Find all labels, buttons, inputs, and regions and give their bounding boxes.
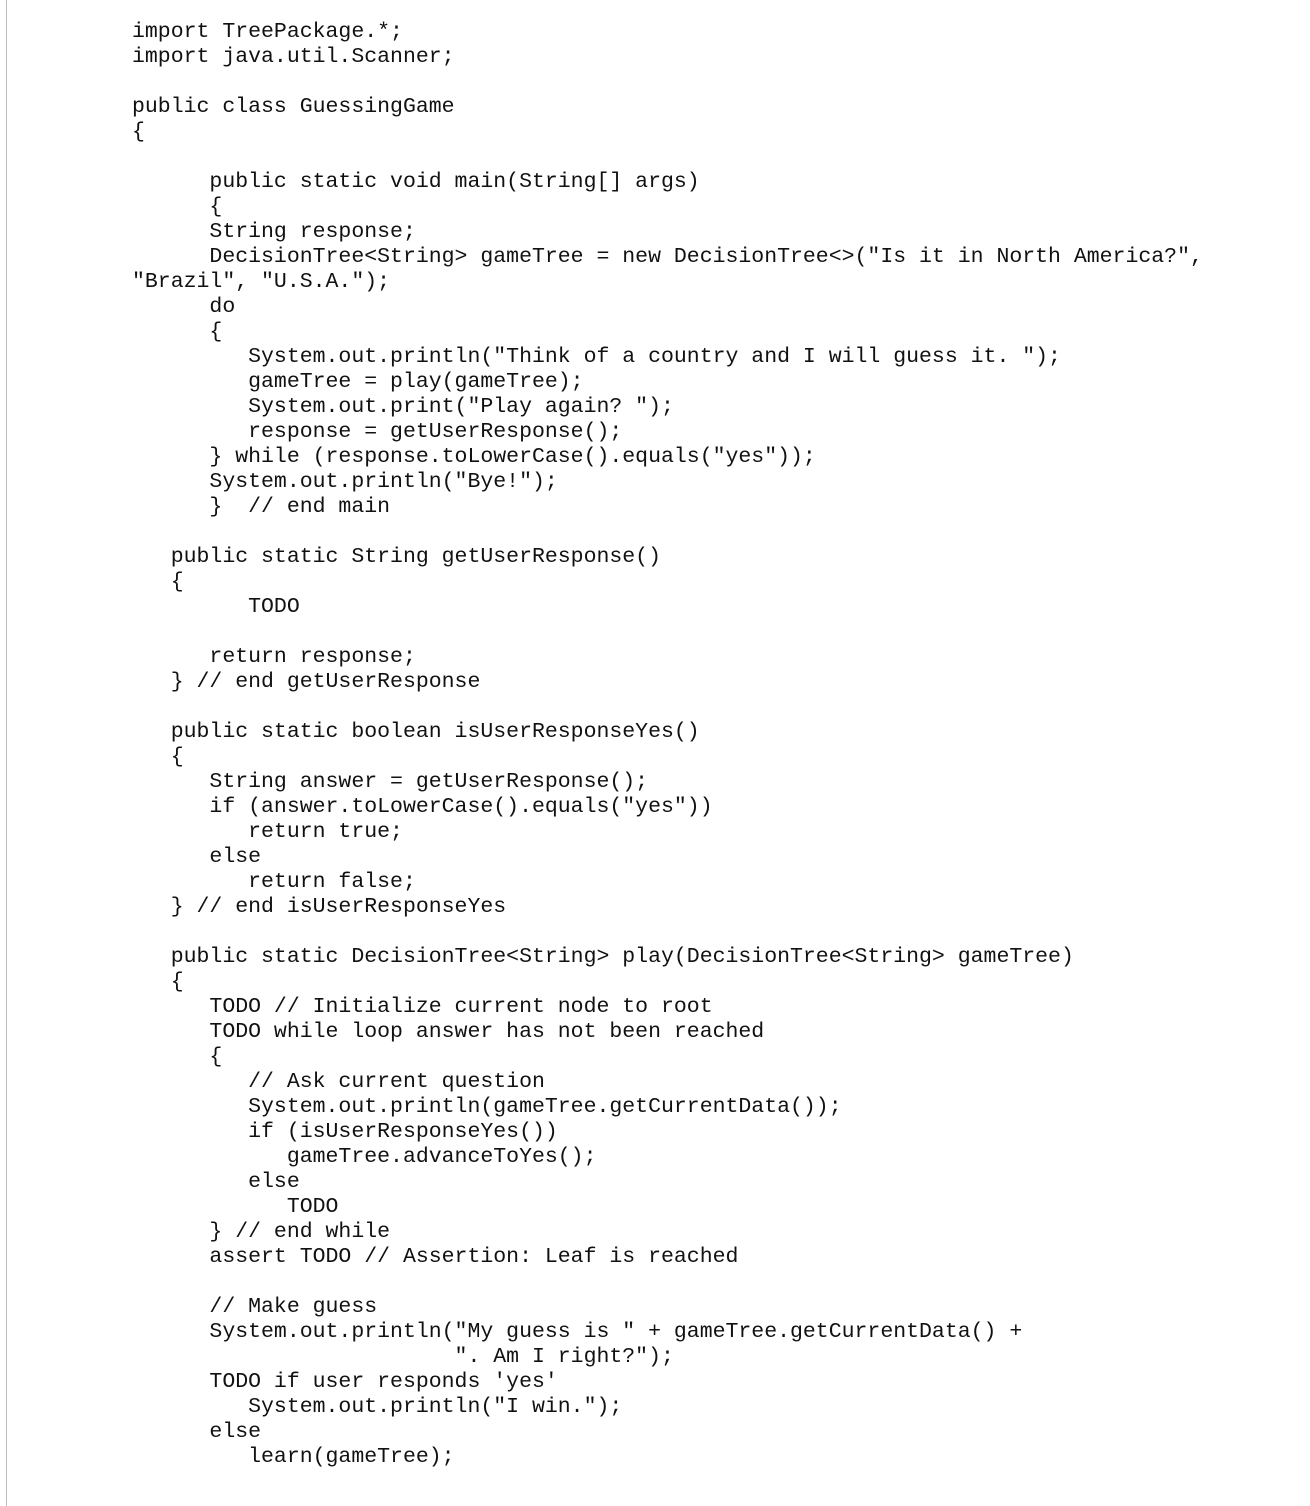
code-line xyxy=(132,1270,1292,1295)
code-line: assert TODO // Assertion: Leaf is reached xyxy=(132,1245,739,1269)
code-line: } // end main xyxy=(132,495,391,519)
code-line: String response; xyxy=(132,220,416,244)
code-line: TODO xyxy=(132,1195,339,1219)
code-line: public static DecisionTree<String> play(DecisionTree<String> gameTree) xyxy=(132,945,1074,969)
code-line: "Brazil", "U.S.A."); xyxy=(132,270,391,294)
code-line: public static boolean isUserResponseYes() xyxy=(132,720,700,744)
code-line xyxy=(132,920,1292,945)
code-line: { xyxy=(132,970,184,994)
code-line: { xyxy=(132,1045,223,1069)
code-line xyxy=(132,520,1292,545)
code-line: public static String getUserResponse() xyxy=(132,545,661,569)
code-line: // Ask current question xyxy=(132,1070,545,1094)
code-line: gameTree = play(gameTree); xyxy=(132,370,584,394)
code-line xyxy=(132,70,1292,95)
code-line: System.out.println("Bye!"); xyxy=(132,470,558,494)
code-line: TODO xyxy=(132,595,300,619)
code-line: if (answer.toLowerCase().equals("yes")) xyxy=(132,795,713,819)
code-line: { xyxy=(132,195,223,219)
code-line: { xyxy=(132,570,184,594)
code-line: // Make guess xyxy=(132,1295,378,1319)
code-line: TODO while loop answer has not been reached xyxy=(132,1020,765,1044)
code-line: System.out.println("I win."); xyxy=(132,1395,623,1419)
code-line: public static void main(String[] args) xyxy=(132,170,700,194)
code-line: String answer = getUserResponse(); xyxy=(132,770,649,794)
code-line: System.out.print("Play again? "); xyxy=(132,395,674,419)
code-line: System.out.println("My guess is " + gameTree.getCurrentData() + xyxy=(132,1320,1023,1344)
code-line xyxy=(132,695,1292,720)
code-line: import java.util.Scanner; xyxy=(132,45,455,69)
code-document xyxy=(132,20,1292,1470)
code-line: else xyxy=(132,1170,300,1194)
page-left-border xyxy=(6,0,7,1506)
code-line: } // end while xyxy=(132,1220,391,1244)
code-line: do xyxy=(132,295,236,319)
code-line: TODO if user responds 'yes' xyxy=(132,1370,558,1394)
code-line: learn(gameTree); xyxy=(132,1445,455,1469)
code-line: } // end isUserResponseYes xyxy=(132,895,507,919)
code-line: TODO // Initialize current node to root xyxy=(132,995,713,1019)
code-line: else xyxy=(132,845,262,869)
code-line: return true; xyxy=(132,820,403,844)
code-line: return false; xyxy=(132,870,416,894)
code-line: DecisionTree<String> gameTree = new DecisionTree<>("Is it in North America?", xyxy=(132,245,1203,269)
code-line: { xyxy=(132,120,145,144)
code-line: ". Am I right?"); xyxy=(132,1345,674,1369)
code-line: { xyxy=(132,745,184,769)
code-line: else xyxy=(132,1420,262,1444)
code-line: } // end getUserResponse xyxy=(132,670,481,694)
code-line: import TreePackage.*; xyxy=(132,20,403,44)
code-line xyxy=(132,620,1292,645)
code-line: System.out.println("Think of a country and I will guess it. "); xyxy=(132,345,1061,369)
code-line: } while (response.toLowerCase().equals("yes")); xyxy=(132,445,816,469)
code-line: { xyxy=(132,320,223,344)
code-line: if (isUserResponseYes()) xyxy=(132,1120,558,1144)
code-line: public class GuessingGame xyxy=(132,95,455,119)
code-line: System.out.println(gameTree.getCurrentData()); xyxy=(132,1095,842,1119)
code-line: response = getUserResponse(); xyxy=(132,420,623,444)
code-line: return response; xyxy=(132,645,416,669)
code-line: gameTree.advanceToYes(); xyxy=(132,1145,597,1169)
code-line xyxy=(132,145,1292,170)
